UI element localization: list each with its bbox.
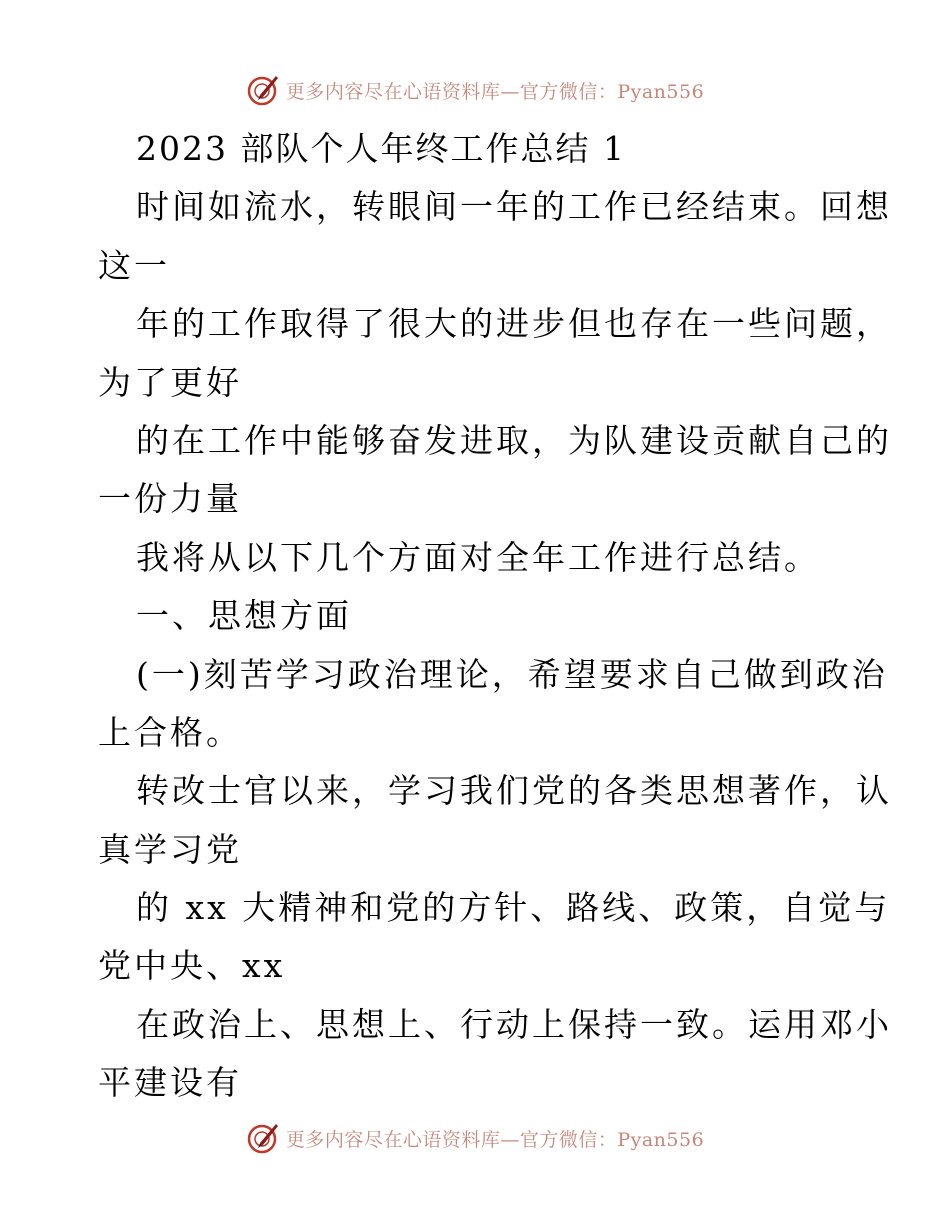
header-watermark bbox=[0, 70, 950, 110]
quill-pen-logo-icon bbox=[246, 73, 280, 107]
text-line: 上合格。 bbox=[98, 712, 242, 752]
document-title: 2023 部队个人年终工作总结 1 bbox=[136, 129, 626, 168]
watermark-text: 更多内容尽在心语资料库—官方微信：Pyan556 bbox=[285, 1128, 705, 1151]
text-line: 党中央、xx bbox=[98, 946, 286, 986]
document-body bbox=[98, 120, 892, 1113]
quill-pen-logo-icon bbox=[246, 1121, 280, 1155]
text-line: 的在工作中能够奋发进取，为队建设贡献自己的 bbox=[136, 420, 892, 460]
footer-watermark bbox=[0, 1118, 950, 1158]
watermark-text: 更多内容尽在心语资料库—官方微信：Pyan556 bbox=[285, 80, 705, 103]
text-line: 平建设有 bbox=[98, 1063, 242, 1103]
text-line: 在政治上、思想上、行动上保持一致。运用邓小 bbox=[136, 1004, 892, 1044]
text-line: 真学习党 bbox=[98, 829, 242, 869]
text-line: 我将从以下几个方面对全年工作进行总结。 bbox=[136, 537, 820, 577]
text-line: 为了更好 bbox=[98, 362, 242, 402]
text-line: 时间如流水，转眼间一年的工作已经结束。回想 bbox=[136, 187, 892, 227]
text-line: 年的工作取得了很大的进步但也存在一些问题， bbox=[136, 304, 892, 344]
section-heading: 一、思想方面 bbox=[136, 596, 352, 636]
text-line: 转改士官以来，学习我们党的各类思想著作，认 bbox=[136, 771, 892, 811]
text-line: 一份力量 bbox=[98, 479, 242, 519]
text-line: 这一 bbox=[98, 245, 170, 285]
text-line: 的 xx 大精神和党的方针、路线、政策，自觉与 bbox=[136, 888, 891, 928]
subsection-heading: (一)刻苦学习政治理论，希望要求自己做到政治 bbox=[136, 654, 888, 694]
